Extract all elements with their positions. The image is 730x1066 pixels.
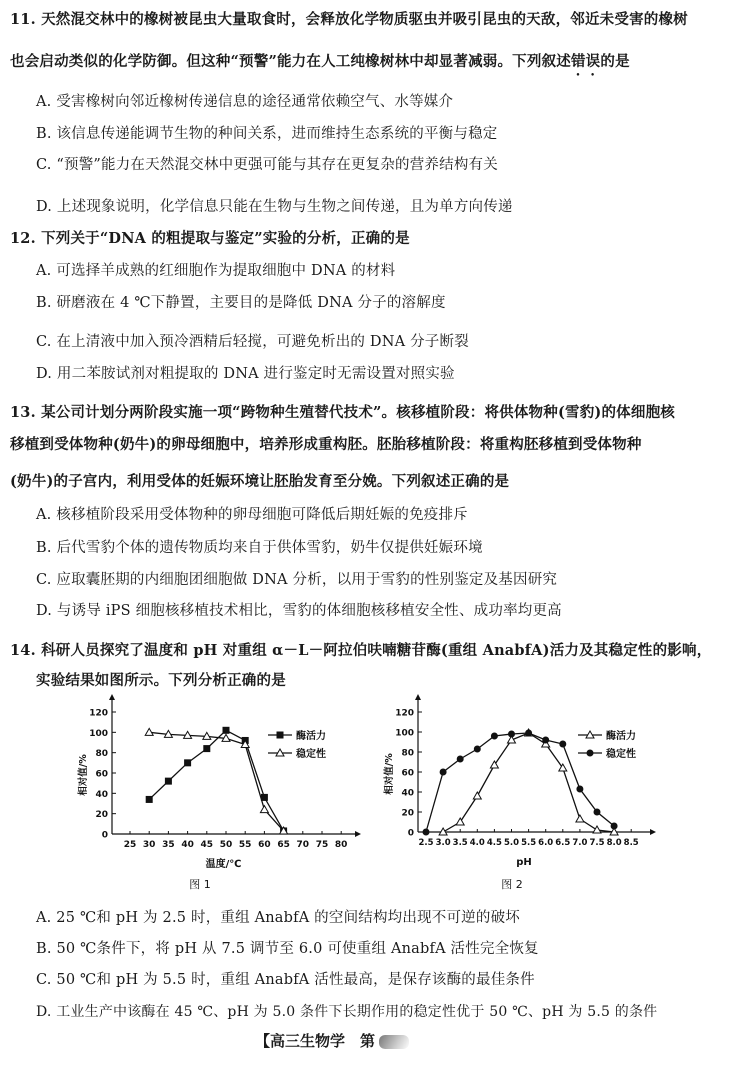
chart1-series-1-point <box>184 759 191 766</box>
chart2-x-tick-label: 4.0 <box>469 838 485 848</box>
q11-option-c: C. “预警”能力在天然混交林中更强可能与其存在更复杂的营养结构有关 <box>36 157 498 173</box>
chart2-x-tick-label: 4.5 <box>486 838 502 848</box>
q11-option-d: D. 上述现象说明，化学信息只能在生物与生物之间传递，且为单方向传递 <box>36 199 513 215</box>
chart2-y-label: 相对值/% <box>384 753 395 795</box>
chart2-series-2-point <box>594 809 601 816</box>
chart2-series-2-point <box>457 756 464 763</box>
chart1-x-tick-label: 80 <box>334 840 348 850</box>
chart2-y-tick-label: 80 <box>401 748 414 759</box>
chart1-x-tick-label: 55 <box>238 840 252 850</box>
chart1-y-tick-label: 100 <box>89 728 108 739</box>
chart2-series-2-point <box>611 823 618 830</box>
footer-label: 【高三生物学 第 <box>255 1032 376 1050</box>
page-footer <box>255 1030 409 1051</box>
q12-option-d: D. 用二苯胺试剂对粗提取的 DNA 进行鉴定时无需设置对照实验 <box>36 366 455 382</box>
q13-option-b: B. 后代雪豹个体的遗传物质均来自于供体雪豹，奶牛仅提供妊娠环境 <box>36 540 483 556</box>
chart1-x-tick-label: 45 <box>200 840 214 850</box>
chart1-y-tick-label: 80 <box>95 749 108 760</box>
chart1-series-2-point <box>145 728 153 735</box>
chart1-series-1-point <box>203 745 210 752</box>
q12-stem: 12. 下列关于“DNA 的粗提取与鉴定”实验的分析，正确的是 <box>10 230 410 247</box>
chart2-series-2-point <box>440 769 447 776</box>
chart2-y-tick-label: 20 <box>401 808 414 819</box>
chart1-legend-1-label: 酶活力 <box>296 731 326 742</box>
chart2-series-1-point <box>473 792 481 799</box>
chart2-series-2-point <box>576 786 583 793</box>
q12-option-c: C. 在上清液中加入预冷酒精后轻搅，可避免析出的 DNA 分子断裂 <box>36 334 469 350</box>
q11-option-b: B. 该信息传递能调节生物的种间关系，进而维持生态系统的平衡与稳定 <box>36 126 498 142</box>
chart2-series-1-line <box>443 733 614 832</box>
chart2-x-label: pH <box>516 857 532 868</box>
q12-option-b: B. 研磨液在 4 ℃下静置，主要目的是降低 DNA 分子的溶解度 <box>36 295 446 311</box>
chart2-legend-2-marker <box>587 750 594 757</box>
chart1-x-label: 温度/℃ <box>205 859 242 870</box>
chart2-series-2-point <box>474 746 481 753</box>
q14-option-a: A. 25 ℃和 pH 为 2.5 时，重组 AnabfA 的空间结构均出现不可逆的破坏 <box>36 910 520 926</box>
q14-option-c: C. 50 ℃和 pH 为 5.5 时，重组 AnabfA 活性最高，是保存该酶的最佳条件 <box>36 972 535 988</box>
q14-stem-line-1: 14. 科研人员探究了温度和 pH 对重组 α－L－阿拉伯呋喃糖苷酶(重组 AnabfA)活力及其稳定性的影响， <box>10 642 712 659</box>
chart1-y-label: 相对值/% <box>78 754 89 796</box>
chart1-series-1-point <box>165 778 172 785</box>
chart2-y-axis-arrow <box>415 694 421 700</box>
chart1-x-tick-label: 25 <box>123 840 137 850</box>
chart1-caption: 图 1 <box>189 878 211 891</box>
chart2-x-tick-label: 3.0 <box>435 838 451 848</box>
chart2-x-tick-label: 7.0 <box>572 838 588 848</box>
q13-stem-line-3: (奶牛)的子宫内，利用受体的妊娠环境让胚胎发育至分娩。下列叙述正确的是 <box>10 473 510 490</box>
chart1-y-axis-arrow <box>109 694 115 700</box>
q14-stem-line-2: 实验结果如图所示。下列分析正确的是 <box>36 672 286 689</box>
chart1-series-2-point <box>260 806 268 813</box>
q11-emphasis: 错误 <box>570 53 601 70</box>
chart1-x-tick-label: 30 <box>142 840 156 850</box>
chart2-y-tick-label: 0 <box>407 828 414 839</box>
q13-stem-line-1: 13. 某公司计划分两阶段实施一项“跨物种生殖替代技术”。核移植阶段：将供体物种(雪豹)的体细胞核 <box>10 404 675 421</box>
q13-option-a: A. 核移植阶段采用受体物种的卵母细胞可降低后期妊娠的免疫排斥 <box>36 507 468 523</box>
chart1-legend-1-marker <box>277 732 284 739</box>
q13-option-d: D. 与诱导 iPS 细胞核移植技术相比，雪豹的体细胞核移植安全性、成功率均更高 <box>36 603 562 619</box>
chart1-x-tick-label: 35 <box>162 840 175 850</box>
chart2-series-2-point <box>525 730 532 737</box>
chart1-y-tick-label: 20 <box>95 810 108 821</box>
chart2-x-tick-label: 8.5 <box>623 838 639 848</box>
chart1-series-1-point <box>146 796 153 803</box>
chart1-x-axis-arrow <box>355 831 361 837</box>
chart2-x-axis-arrow <box>650 829 656 835</box>
q12-option-a: A. 可选择羊成熟的红细胞作为提取细胞中 DNA 的材料 <box>36 263 396 279</box>
chart1-legend-2-label: 稳定性 <box>296 749 326 760</box>
chart1-x-tick-label: 70 <box>296 840 310 850</box>
q13-option-c: C. 应取囊胚期的内细胞团细胞做 DNA 分析，以用于雪豹的性别鉴定及基因研究 <box>36 572 558 588</box>
chart2-series-2-line <box>426 733 614 832</box>
q11-stem-end: 的是 <box>600 53 630 70</box>
chart2-legend-1-label: 酶活力 <box>606 731 636 742</box>
chart2-x-tick-label: 7.5 <box>589 838 605 848</box>
chart2-legend-2-label: 稳定性 <box>606 749 636 760</box>
chart2-x-tick-label: 8.0 <box>606 838 622 848</box>
chart2-series-1-point <box>593 826 601 833</box>
chart1-x-tick-label: 60 <box>258 840 271 850</box>
chart2-series-2-point <box>508 731 515 738</box>
chart2-y-tick-label: 120 <box>395 708 414 719</box>
q14-option-b: B. 50 ℃条件下，将 pH 从 7.5 调节至 6.0 可使重组 AnabfA 活性完全恢复 <box>36 941 539 957</box>
chart1-x-tick-label: 40 <box>181 840 194 850</box>
chart2-x-tick-label: 5.5 <box>521 838 537 848</box>
q11-stem-text: 也会启动类似的化学防御。但这种“预警”能力在人工纯橡树林中却显著减弱。下列叙述 <box>10 53 571 70</box>
chart1-y-tick-label: 0 <box>101 830 108 841</box>
chart2-series-2-point <box>559 741 566 748</box>
chart2-series-1-point <box>456 818 464 825</box>
chart2-y-tick-label: 60 <box>401 768 414 779</box>
chart1-x-tick-label: 65 <box>277 840 290 850</box>
scan-smudge <box>379 1035 409 1049</box>
q11-stem-line-1: 11. 天然混交林中的橡树被昆虫大量取食时，会释放化学物质驱虫并吸引昆虫的天敌，邻近未受害的橡树 <box>10 11 688 28</box>
chart2-caption: 图 2 <box>501 878 523 891</box>
chart1-y-tick-label: 60 <box>95 769 108 780</box>
chart1-series-1-point <box>223 727 230 734</box>
chart2-series-1-point <box>576 815 584 822</box>
chart1-x-tick-label: 75 <box>315 840 329 850</box>
chart2-x-tick-label: 6.0 <box>538 838 554 848</box>
chart2-y-tick-label: 40 <box>401 788 414 799</box>
q11-option-a: A. 受害橡树向邻近橡树传递信息的途径通常依赖空气、水等媒介 <box>36 94 454 110</box>
chart2-y-tick-label: 100 <box>395 728 414 739</box>
chart1-y-tick-label: 40 <box>95 789 108 800</box>
chart2-series-2-point <box>491 733 498 740</box>
chart2-x-tick-label: 3.5 <box>452 838 468 848</box>
chart2-x-tick-label: 2.5 <box>418 838 434 848</box>
chart2-series-2-point <box>542 737 549 744</box>
chart2-x-tick-label: 5.0 <box>503 838 520 848</box>
chart2-series-2-point <box>423 829 430 836</box>
q13-stem-line-2: 移植到受体物种(奶牛)的卵母细胞中，培养形成重构胚。胚胎移植阶段：将重构胚移植到受体物种 <box>10 436 642 453</box>
q14-option-d: D. 工业生产中该酶在 45 ℃、pH 为 5.0 条件下长期作用的稳定性优于 50 ℃、pH 为 5.5 的条件 <box>36 1004 658 1020</box>
chart1-x-tick-label: 50 <box>219 840 233 850</box>
chart2-x-tick-label: 6.5 <box>555 838 571 848</box>
chart1-y-tick-label: 120 <box>89 708 108 719</box>
